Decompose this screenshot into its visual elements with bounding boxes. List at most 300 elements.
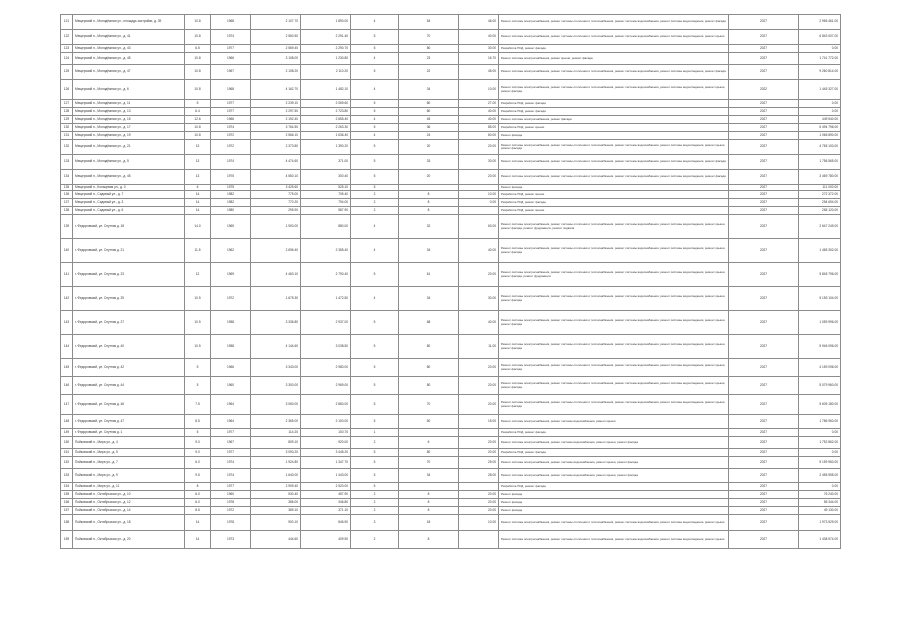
total-area-cell: 2 560.50 [251, 30, 301, 45]
build-year-cell: 1958 [211, 311, 251, 335]
wear-percent-cell: 25.00 [459, 457, 499, 469]
floors-cell: 3 [351, 515, 399, 531]
floors-cell: 2 [351, 531, 399, 549]
repair-year-cell: 2027 [729, 116, 799, 124]
table-row [61, 207, 841, 215]
table-row [61, 263, 841, 287]
floors-cell: 4 [351, 132, 399, 140]
address-cell: Пойковский п., Октябрьская ул., д. 14 [73, 507, 185, 515]
row-number-cell: 158 [61, 515, 73, 531]
wear-percent-cell: 20.00 [459, 377, 499, 395]
total-area-cell: 295.90 [251, 207, 301, 215]
residents-cell: 8 [399, 199, 459, 207]
wear-percent-cell: 27.00 [459, 100, 499, 108]
repair-works-cell: Разработка ПСД, ремонт крыши [499, 207, 729, 215]
param-a-cell: 10.8 [185, 53, 211, 65]
address-cell: Мещерский п., Молодёжная ул., д. 6 [73, 80, 185, 100]
row-number-cell: 132 [61, 140, 73, 155]
row-number-cell: 150 [61, 437, 73, 449]
row-number-cell: 152 [61, 457, 73, 469]
build-year-cell: 1964 [211, 415, 251, 429]
wear-percent-cell [459, 531, 499, 549]
wear-percent-cell: 20.00 [459, 359, 499, 377]
wear-percent-cell: 30.00 [459, 45, 499, 53]
total-area-cell: 2 373.80 [251, 140, 301, 155]
floors-cell: 4 [351, 15, 399, 30]
living-area-cell: 371.00 [301, 155, 351, 170]
row-number-cell: 125 [61, 65, 73, 80]
repair-cost-cell: 1 741 772.00 [799, 53, 841, 65]
repair-works-cell: Разработка ПСД, ремонт фасада [499, 429, 729, 437]
living-area-cell: 920.00 [301, 437, 351, 449]
repair-works-cell: Ремонт системы электроснабжения, ремонт системы водоснабжения, ремонт крыши [499, 415, 729, 429]
repair-year-cell: 2027 [729, 469, 799, 483]
table-row [61, 499, 841, 507]
row-number-cell: 122 [61, 30, 73, 45]
living-area-cell: 2 290.70 [301, 45, 351, 53]
floors-cell: 4 [351, 80, 399, 100]
living-area-cell: 2 355.40 [301, 239, 351, 263]
table-row [61, 239, 841, 263]
residents-cell: 34 [399, 239, 459, 263]
repair-year-cell: 2027 [729, 185, 799, 191]
repair-cost-cell: 265 120.00 [799, 207, 841, 215]
wear-percent-cell: 40.00 [459, 311, 499, 335]
repair-year-cell: 2027 [729, 515, 799, 531]
total-area-cell: 3 108.00 [251, 53, 301, 65]
table-row [61, 457, 841, 469]
living-area-cell: 409.90 [301, 531, 351, 549]
total-area-cell: 4 463.10 [251, 263, 301, 287]
address-cell: Мещерский п., Молодёжная ул., площадь застройки, д. 39 [73, 15, 185, 30]
repair-works-cell: Ремонт системы электроснабжения, ремонт системы отопления и теплоснабжения, ремонт системы водоснабжения, ремонт системы водоотведения, ремонт крыши, ремонт фасада [499, 395, 729, 415]
repair-year-cell: 2027 [729, 499, 799, 507]
build-year-cell: 1978 [211, 515, 251, 531]
table-row [61, 15, 841, 30]
address-cell: Мещерский п., Молодёжная ул., д. 45 [73, 53, 185, 65]
repair-works-cell: Ремонт системы электроснабжения, ремонт системы отопления и теплоснабжения, ремонт системы водоснабжения, ремонт системы водоотведения, ремонт фасада [499, 15, 729, 30]
build-year-cell: 1966 [211, 116, 251, 124]
address-cell: г. Федоровский, ул. Спутник д. 21 [73, 239, 185, 263]
table-row [61, 449, 841, 457]
repair-year-cell: 2027 [729, 491, 799, 499]
wear-percent-cell: 16.70 [459, 53, 499, 65]
build-year-cell: 1977 [211, 100, 251, 108]
living-area-cell: 457.90 [301, 491, 351, 499]
row-number-cell: 138 [61, 207, 73, 215]
wear-percent-cell: 20.00 [459, 140, 499, 155]
floors-cell: 5 [351, 469, 399, 483]
residents-cell: 8 [399, 191, 459, 199]
row-number-cell: 154 [61, 483, 73, 491]
table-row [61, 100, 841, 108]
repair-year-cell: 2027 [729, 207, 799, 215]
repair-works-cell: Ремонт системы электроснабжения, ремонт системы отопления и теплоснабжения, ремонт системы водоснабжения, ремонт системы водоотведения, ремонт крыши, ремонт фасада [499, 311, 729, 335]
repair-year-cell: 2027 [729, 191, 799, 199]
living-area-cell: 1 482.10 [301, 80, 351, 100]
repair-year-cell: 2027 [729, 335, 799, 359]
total-area-cell: 3 336.80 [251, 311, 301, 335]
wear-percent-cell [459, 207, 499, 215]
repair-works-cell: Разработка ПСД, ремонт крыши [499, 124, 729, 132]
table-row [61, 287, 841, 311]
address-cell: г. Федоровский, ул. Спутник д. 23 [73, 263, 185, 287]
repair-works-cell: Разработка ПСД, ремонт крыши [499, 191, 729, 199]
address-cell: г. Федоровский, ул. Спутник д. 18 [73, 215, 185, 239]
repair-year-cell: 2027 [729, 53, 799, 65]
param-a-cell: 11.5 [185, 239, 211, 263]
floors-cell: 4 [351, 215, 399, 239]
repair-year-cell: 2027 [729, 155, 799, 170]
wear-percent-cell: 28.00 [459, 469, 499, 483]
total-area-cell: 1 900.00 [251, 215, 301, 239]
wear-percent-cell: 60.00 [459, 132, 499, 140]
living-area-cell: 2 291.40 [301, 30, 351, 45]
address-cell: Мещерский п., Молодёжная ул., д. 19 [73, 132, 185, 140]
build-year-cell: 1969 [211, 263, 251, 287]
repair-cost-cell: 55 344.00 [799, 499, 841, 507]
param-a-cell: 8 [185, 483, 211, 491]
residents-cell: 70 [399, 30, 459, 45]
address-cell: Пойковский п., Мира ул., д. 5 [73, 449, 185, 457]
wear-percent-cell: 20.00 [459, 395, 499, 415]
living-area-cell: 300.40 [301, 170, 351, 185]
residents-cell: 36 [399, 124, 459, 132]
residents-cell: 34 [399, 80, 459, 100]
row-number-cell: 159 [61, 531, 73, 549]
repair-year-cell: 2027 [729, 359, 799, 377]
address-cell: Мещерский п., Молодёжная ул., д. 11 [73, 100, 185, 108]
residents-cell: 54 [399, 15, 459, 30]
repair-year-cell: 2027 [729, 531, 799, 549]
param-a-cell: 14.0 [185, 215, 211, 239]
repair-year-cell: 2027 [729, 45, 799, 53]
param-a-cell: 10.5 [185, 287, 211, 311]
living-area-cell: 2 263.30 [301, 124, 351, 132]
address-cell: Пойковский п., Октябрьская ул., д. 10 [73, 491, 185, 499]
total-area-cell: 2 569.40 [251, 45, 301, 53]
param-a-cell: 7.5 [185, 395, 211, 415]
repair-year-cell: 2027 [729, 30, 799, 45]
row-number-cell: 137 [61, 199, 73, 207]
repair-cost-cell: 0.00 [799, 108, 841, 116]
build-year-cell: 1968 [211, 80, 251, 100]
repair-cost-cell: 254 694.00 [799, 199, 841, 207]
param-a-cell: 8.5 [185, 415, 211, 429]
residents-cell: 70 [399, 457, 459, 469]
param-a-cell: 13 [185, 140, 211, 155]
repair-works-cell: Ремонт фасада [499, 491, 729, 499]
total-area-cell: 900.10 [251, 515, 301, 531]
param-a-cell: 10.8 [185, 15, 211, 30]
residents-cell: 22 [399, 65, 459, 80]
living-area-cell: 846.90 [301, 515, 351, 531]
param-a-cell: 6 [185, 185, 211, 191]
build-year-cell: 1978 [211, 499, 251, 507]
repair-cost-cell: 49 130.00 [799, 507, 841, 515]
living-area-cell: 346.80 [301, 499, 351, 507]
living-area-cell: 2 723.80 [301, 108, 351, 116]
living-area-cell: 1 472.50 [301, 287, 351, 311]
repair-works-cell: Ремонт системы электроснабжения, ремонт крыши, ремонт фасада [499, 53, 729, 65]
total-area-cell: 809.10 [251, 437, 301, 449]
total-area-cell: 3 425.60 [251, 185, 301, 191]
floors-cell: 5 [351, 335, 399, 359]
address-cell: Мещерский п., Молодёжная ул., д. 17 [73, 124, 185, 132]
address-cell: г. Федоровский, ул. Спутник д. 47 [73, 415, 185, 429]
total-area-cell: 3 060.00 [251, 395, 301, 415]
repair-works-cell: Ремонт системы электроснабжения, ремонт системы отопления и теплоснабжения, ремонт системы водоснабжения, ремонт системы водоотведения, ремонт крыши, ремонт фасада [499, 359, 729, 377]
residents-cell: 68 [399, 311, 459, 335]
floors-cell: 5 [351, 108, 399, 116]
row-number-cell: 131 [61, 132, 73, 140]
row-number-cell: 135 [61, 185, 73, 191]
table-row [61, 155, 841, 170]
address-cell: Мещерский п., Молодёжная ул., д. 15 [73, 116, 185, 124]
address-cell: Мещерский п., Молодёжная ул., д. 13 [73, 108, 185, 116]
repair-cost-cell: 449 540.00 [799, 116, 841, 124]
total-area-cell: 444.60 [251, 531, 301, 549]
address-cell: Пойковский п., Октябрьская ул., д. 20 [73, 531, 185, 549]
floors-cell: 2 [351, 491, 399, 499]
living-area-cell: 525.10 [301, 185, 351, 191]
living-area-cell: 2 969.00 [301, 377, 351, 395]
build-year-cell: 1972 [211, 140, 251, 155]
table-row [61, 359, 841, 377]
address-cell: Мещерский п., Кольцевая ул., д. 3 [73, 185, 185, 191]
row-number-cell: 153 [61, 469, 73, 483]
living-area-cell: 2 655.40 [301, 116, 351, 124]
param-a-cell: 14 [185, 515, 211, 531]
param-a-cell: 6.0 [185, 457, 211, 469]
total-area-cell: 4 474.60 [251, 155, 301, 170]
repair-year-cell: 2027 [729, 395, 799, 415]
table-row [61, 469, 841, 483]
floors-cell: 5 [351, 483, 399, 491]
floors-cell: 5 [351, 30, 399, 45]
wear-percent-cell: 30.00 [459, 155, 499, 170]
row-number-cell: 147 [61, 395, 73, 415]
living-area-cell: 1 636.40 [301, 132, 351, 140]
total-area-cell: 2 108.20 [251, 65, 301, 80]
repair-works-cell: Ремонт системы электроснабжения, ремонт системы отопления и теплоснабжения, ремонт системы водоснабжения, ремонт системы водоотведения, ремонт крыши [499, 531, 729, 549]
param-a-cell: 10.8 [185, 80, 211, 100]
residents-cell: 70 [399, 395, 459, 415]
repair-cost-cell: 5 079 960.00 [799, 377, 841, 395]
living-area-cell: 705.40 [301, 191, 351, 199]
repair-year-cell: 2027 [729, 65, 799, 80]
residents-cell: 34 [399, 469, 459, 483]
living-area-cell: 2 790.40 [301, 263, 351, 287]
address-cell: Пойковский п., Мира ул., д. 7 [73, 457, 185, 469]
repair-year-cell: 2027 [729, 415, 799, 429]
floors-cell: 2 [351, 499, 399, 507]
residents-cell: 80 [399, 100, 459, 108]
wear-percent-cell: 20.00 [459, 437, 499, 449]
repair-year-cell: 2027 [729, 507, 799, 515]
row-number-cell: 140 [61, 239, 73, 263]
row-number-cell: 127 [61, 100, 73, 108]
repair-cost-cell: 0.00 [799, 429, 841, 437]
living-area-cell: 2 860.00 [301, 395, 351, 415]
repair-works-cell: Ремонт фасада [499, 507, 729, 515]
address-cell: Мещерский п., Молодёжная ул., д. 43 [73, 45, 185, 53]
repair-works-cell: Ремонт фасада [499, 185, 729, 191]
table-row [61, 116, 841, 124]
table-row [61, 45, 841, 53]
repair-cost-cell: 111 000.00 [799, 185, 841, 191]
build-year-cell: 1967 [211, 437, 251, 449]
total-area-cell: 3 764.50 [251, 124, 301, 132]
wear-percent-cell: 20.00 [459, 507, 499, 515]
repair-year-cell: 2027 [729, 108, 799, 116]
wear-percent-cell: 20.00 [459, 491, 499, 499]
living-area-cell: 1 230.80 [301, 53, 351, 65]
param-a-cell: 10.8 [185, 132, 211, 140]
residents-cell: 80 [399, 335, 459, 359]
address-cell: г. Федоровский, ул. Спутник д. 44 [73, 377, 185, 395]
build-year-cell: 1975 [211, 185, 251, 191]
address-cell: Мещерский п., Молодёжная ул., д. 5 [73, 155, 185, 170]
residents-cell: 80 [399, 377, 459, 395]
repair-cost-cell: 1 066 890.00 [799, 132, 841, 140]
residents-cell: 6 [399, 437, 459, 449]
repair-cost-cell: 6 494 796.00 [799, 124, 841, 132]
residents-cell: 24 [399, 132, 459, 140]
repair-cost-cell: 2 647 249.00 [799, 215, 841, 239]
repair-year-cell: 2027 [729, 429, 799, 437]
living-area-cell: 2 937.00 [301, 311, 351, 335]
wear-percent-cell: 63.00 [459, 215, 499, 239]
wear-percent-cell: 10.00 [459, 191, 499, 199]
address-cell: Пойковский п., Мира ул., д. 11 [73, 483, 185, 491]
param-a-cell: 10.8 [185, 124, 211, 132]
row-number-cell: 149 [61, 429, 73, 437]
floors-cell: 5 [351, 45, 399, 53]
build-year-cell: 1977 [211, 429, 251, 437]
floors-cell: 5 [351, 263, 399, 287]
table-row [61, 515, 841, 531]
repair-cost-cell: 1 786 960.00 [799, 415, 841, 429]
table-row [61, 429, 841, 437]
param-a-cell: 5 [185, 429, 211, 437]
build-year-cell: 1977 [211, 483, 251, 491]
floors-cell: 2 [351, 207, 399, 215]
residents-cell: 8 [399, 531, 459, 549]
repair-year-cell: 2027 [729, 263, 799, 287]
repair-year-cell: 2027 [729, 377, 799, 395]
floors-cell: 5 [351, 124, 399, 132]
repair-cost-cell: 1 973 529.00 [799, 515, 841, 531]
address-cell: г. Федоровский, ул. Спутник д. 27 [73, 311, 185, 335]
repair-cost-cell: 5 845 796.00 [799, 263, 841, 287]
row-number-cell: 130 [61, 124, 73, 132]
living-area-cell: 1 443.00 [301, 469, 351, 483]
repair-works-cell: Разработка ПСД, ремонт фасада [499, 108, 729, 116]
build-year-cell: 1975 [211, 170, 251, 185]
repair-year-cell: 2027 [729, 287, 799, 311]
build-year-cell: 1972 [211, 287, 251, 311]
row-number-cell: 143 [61, 311, 73, 335]
total-area-cell: 2 696.40 [251, 239, 301, 263]
living-area-cell: 100.70 [301, 429, 351, 437]
row-number-cell: 145 [61, 359, 73, 377]
address-cell: г. Федоровский, ул. Спутник д. 46 [73, 395, 185, 415]
repair-works-cell: Ремонт системы электроснабжения, ремонт системы водоснабжения, ремонт крыши, ремонт фасада [499, 469, 729, 483]
floors-cell: 5 [351, 415, 399, 429]
repair-cost-cell: 1 752 862.00 [799, 437, 841, 449]
repair-works-cell: Ремонт системы электроснабжения, ремонт системы отопления и теплоснабжения, ремонт системы водоснабжения, ремонт системы водоотведения, ремонт крыши, ремонт фасада, ремонт фундамента, ремонт подвала [499, 215, 729, 239]
row-number-cell: 157 [61, 507, 73, 515]
residents-cell: 20 [399, 170, 459, 185]
param-a-cell: 5 [185, 359, 211, 377]
param-a-cell: 13 [185, 155, 211, 170]
repair-year-cell: 2027 [729, 437, 799, 449]
address-cell: Пойковский п., Октябрьская ул., д. 12 [73, 499, 185, 507]
wear-percent-cell: 0.00 [459, 199, 499, 207]
floors-cell: 2 [351, 199, 399, 207]
repair-works-cell: Ремонт системы электроснабжения, ремонт системы отопления и теплоснабжения, ремонт системы водоснабжения, ремонт системы водоотведения, ремонт фасада [499, 65, 729, 80]
living-area-cell: 3 445.20 [301, 449, 351, 457]
build-year-cell: 1973 [211, 531, 251, 549]
param-a-cell: 6.4 [185, 108, 211, 116]
floors-cell: 2 [351, 191, 399, 199]
living-area-cell: 1 347.70 [301, 457, 351, 469]
total-area-cell: 770.20 [251, 199, 301, 207]
row-number-cell: 151 [61, 449, 73, 457]
repair-cost-cell: 5 159 104.00 [799, 287, 841, 311]
repair-year-cell: 2027 [729, 140, 799, 155]
row-number-cell: 136 [61, 191, 73, 199]
repair-works-cell: Разработка ПСД, ремонт фасада [499, 45, 729, 53]
table-row [61, 108, 841, 116]
param-a-cell: 12.6 [185, 116, 211, 124]
build-year-cell: 1974 [211, 457, 251, 469]
living-area-cell: 3 038.50 [301, 335, 351, 359]
address-cell: Пойковский п., Мира ул., д. 4 [73, 437, 185, 449]
living-area-cell: 2 980.00 [301, 359, 351, 377]
total-area-cell: 386.00 [251, 499, 301, 507]
floors-cell: 5 [351, 140, 399, 155]
build-year-cell: 1964 [211, 395, 251, 415]
repair-year-cell: 2027 [729, 15, 799, 30]
build-year-cell: 1958 [211, 335, 251, 359]
repair-year-cell: 2027 [729, 170, 799, 185]
build-year-cell: 1967 [211, 65, 251, 80]
wear-percent-cell: 40.00 [459, 116, 499, 124]
living-area-cell: 2 100.00 [301, 415, 351, 429]
wear-percent-cell: 15.00 [459, 415, 499, 429]
table-row [61, 30, 841, 45]
row-number-cell: 146 [61, 377, 73, 395]
build-year-cell: 1962 [211, 239, 251, 263]
total-area-cell: 3 090.20 [251, 449, 301, 457]
row-number-cell: 156 [61, 499, 73, 507]
table-row [61, 80, 841, 100]
wear-percent-cell: 85.00 [459, 124, 499, 132]
total-area-cell: 2 297.50 [251, 108, 301, 116]
residents-cell: 18 [399, 515, 459, 531]
residents-cell: 45 [399, 116, 459, 124]
repair-cost-cell: 3 469 780.00 [799, 170, 841, 185]
build-year-cell: 1965 [211, 215, 251, 239]
floors-cell: 1 [351, 429, 399, 437]
repair-works-cell: Ремонт системы электроснабжения, ремонт системы отопления и теплоснабжения, ремонт системы водоснабжения, ремонт системы водоотведения, ремонт крыши, ремонт фасада [499, 140, 729, 155]
repair-works-cell: Ремонт системы электроснабжения, ремонт системы отопления и теплоснабжения, ремонт системы водоснабжения, ремонт системы водоотведения, ремонт крыши, ремонт фасада [499, 287, 729, 311]
repair-year-cell: 2027 [729, 239, 799, 263]
table-row [61, 191, 841, 199]
build-year-cell: 1972 [211, 507, 251, 515]
